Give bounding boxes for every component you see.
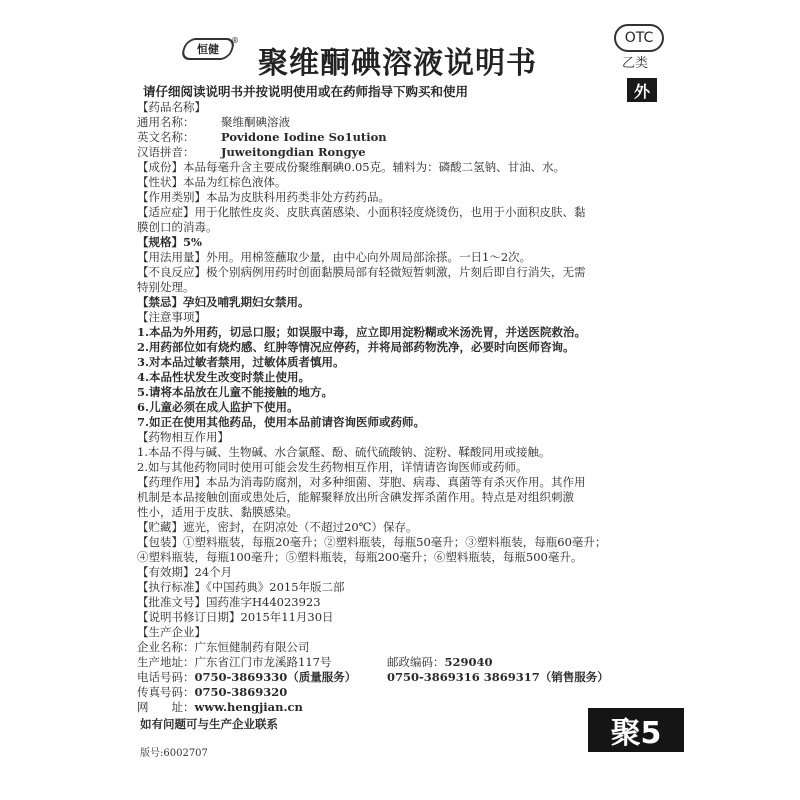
english-name-label: 英文名称：: [137, 130, 195, 144]
contact-note: 如有问题可与生产企业联系: [140, 717, 278, 731]
fax-label: 传真号码：: [137, 685, 195, 699]
precaution-item: 1.本品为外用药，切忌口服；如误服中毒，应立即用淀粉糊或米汤洗胃，并送医院救治。: [137, 325, 587, 339]
section-approval: 【批准文号】国药准字H44023923: [137, 595, 321, 609]
company-address-row: [137, 655, 657, 670]
interaction-item: 1.本品不得与碱、生物碱、水合氯醛、酚、硫代硫酸钠、淀粉、鞣酸同用或接触。: [137, 445, 551, 459]
external-use-badge: 外: [627, 78, 657, 102]
precaution-item: 5.请将本品放在儿童不能接触的地方。: [137, 385, 334, 399]
pinyin-value: Juweitongdian Rongye: [221, 145, 366, 159]
company-address-label: 生产地址：: [137, 655, 195, 669]
section-category: 【作用类别】本品为皮肤科用药类非处方药药品。: [137, 190, 390, 204]
section-storage: 【贮藏】遮光，密封，在阴凉处（不超过20℃）保存。: [137, 520, 418, 534]
section-manufacturer: 【生产企业】: [137, 625, 206, 639]
web-label: 网 址：: [137, 700, 195, 714]
section-spec: 【规格】5%: [137, 235, 202, 249]
section-appearance: 【性状】本品为红棕色液体。: [137, 175, 287, 189]
section-validity: 【有效期】24个月: [137, 565, 233, 579]
section-pharmacology-line2: 机制是本品接触创面或患处后，能解聚释放出所含碘发挥杀菌作用。特点是对组织刺激: [137, 490, 574, 504]
reading-warning: 请仔细阅读说明书并按说明使用或在药师指导下购买和使用: [143, 84, 469, 99]
phone-value: 0750-3869330（质量服务）: [194, 670, 357, 684]
precaution-item: 6.儿童必须在成人监护下使用。: [137, 400, 299, 414]
section-precautions: 【注意事项】: [137, 310, 206, 324]
section-standard: 【执行标准】《中国药典》2015年版二部: [137, 580, 345, 594]
section-usage: 【用法用量】外用。用棉签蘸取少量，由中心向外周局部涂搽。一日1～2次。: [137, 250, 532, 264]
company-address-value: 广东省江门市龙溪路117号: [194, 655, 332, 669]
precaution-item: 7.如正在使用其他药品，使用本品前请咨询医师或药师。: [137, 415, 426, 429]
version-number: 版号:6002707: [140, 748, 208, 759]
pinyin-row: [137, 145, 657, 160]
interaction-item: 2.如与其他药物同时使用可能会发生药物相互作用，详情请咨询医师或药师。: [137, 460, 528, 474]
company-name-label: 企业名称：: [137, 640, 195, 654]
section-indications-line1: 【适应症】用于化脓性皮炎、皮肤真菌感染、小面积轻度烧烫伤，也用于小面积皮肤、黏: [137, 205, 586, 219]
section-package-line2: ④塑料瓶装，每瓶100毫升；⑤塑料瓶装，每瓶200毫升；⑥塑料瓶装，每瓶500毫升。: [137, 550, 583, 564]
otc-class-label: 乙类: [622, 56, 649, 71]
pinyin-label: 汉语拼音：: [137, 145, 195, 159]
company-logo: [179, 38, 236, 60]
section-indications-line2: 膜创口的消毒。: [137, 220, 218, 234]
generic-name-row: [137, 115, 657, 130]
section-package-line1: 【包装】①塑料瓶装，每瓶20毫升；②塑料瓶装，每瓶50毫升；③塑料瓶装，每瓶60毫升；: [137, 535, 607, 549]
section-contraindications: 【禁忌】孕妇及哺乳期妇女禁用。: [137, 295, 310, 309]
section-revision: 【说明书修订日期】2015年11月30日: [137, 610, 334, 624]
precaution-item: 3.对本品过敏者禁用，过敏体质者慎用。: [137, 355, 345, 369]
company-name-value: 广东恒健制药有限公司: [194, 640, 310, 654]
section-composition: 【成份】本品每毫升含主要成份聚维酮碘0.05克。辅料为：磷酸二氢钠、甘油、水。: [137, 160, 566, 174]
company-phone-row: [137, 670, 657, 685]
precaution-item: 2.用药部位如有烧灼感、红肿等情况应停药，并将局部药物洗净，必要时向医师咨询。: [137, 340, 575, 354]
company-fax-row: [137, 685, 657, 700]
precaution-item: 4.本品性状发生改变时禁止使用。: [137, 370, 311, 384]
web-value: www.hengjian.cn: [194, 700, 303, 714]
postcode-value: 529040: [444, 655, 493, 669]
phone2-value: 0750-3869316 3869317（销售服务）: [387, 670, 609, 684]
company-web-row: [137, 700, 657, 715]
product-code-badge: 聚5: [588, 708, 684, 752]
postcode-label: 邮政编码：: [387, 655, 445, 669]
generic-name-value: 聚维酮碘溶液: [221, 115, 290, 129]
section-adverse-line2: 特别处理。: [137, 280, 195, 294]
section-drug-name: 【药品名称】: [137, 100, 206, 114]
instructions-body: [137, 100, 657, 715]
registered-mark: ®: [231, 36, 239, 45]
generic-name-label: 通用名称：: [137, 115, 195, 129]
section-pharmacology-line3: 性小，适用于皮肤、黏膜感染。: [137, 505, 298, 519]
section-pharmacology-line1: 【药理作用】本品为消毒防腐剂，对多种细菌、芽胞、病毒、真菌等有杀灭作用。其作用: [137, 475, 586, 489]
company-name-row: [137, 640, 657, 655]
section-interactions: 【药物相互作用】: [137, 430, 229, 444]
english-name-row: [137, 130, 657, 145]
english-name-value: Povidone Iodine So1ution: [221, 130, 387, 144]
logo-text: 恒健: [197, 43, 219, 56]
otc-badge: OTC: [614, 24, 664, 52]
fax-value: 0750-3869320: [194, 685, 288, 699]
phone-label: 电话号码：: [137, 670, 195, 684]
section-adverse-line1: 【不良反应】极个别病例用药时创面黏膜局部有轻微短暂刺激，片刻后即自行消失，无需: [137, 265, 586, 279]
page-title: 聚维酮碘溶液说明书: [258, 46, 537, 81]
